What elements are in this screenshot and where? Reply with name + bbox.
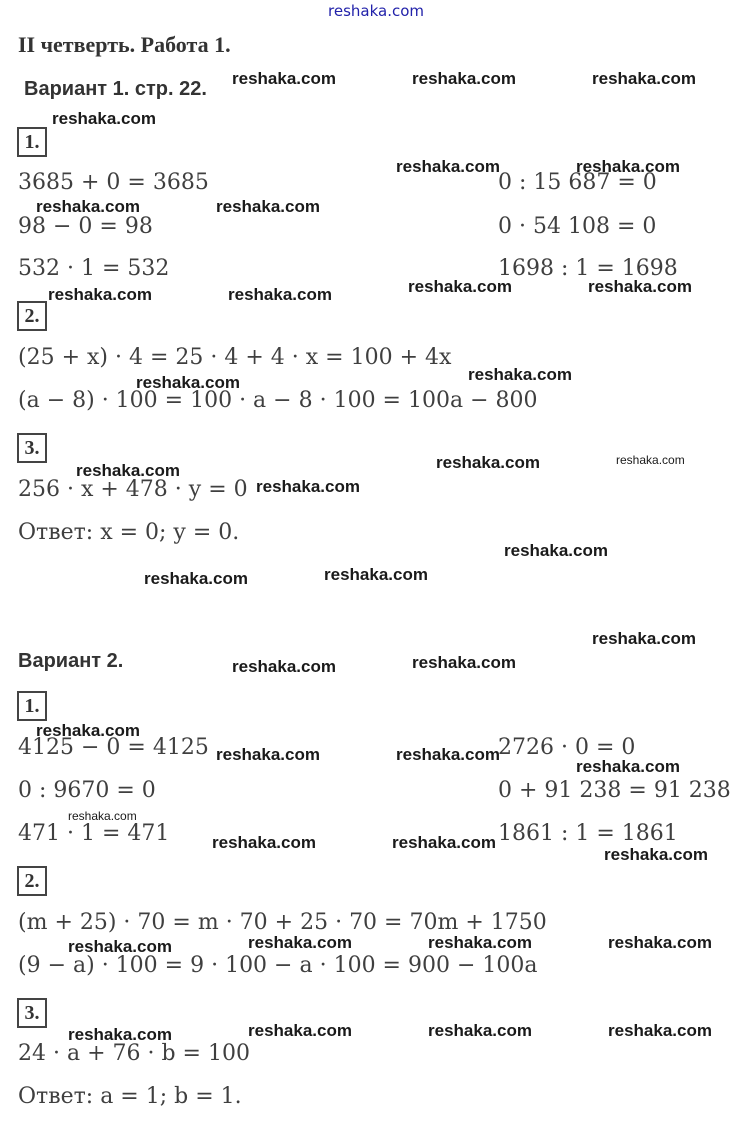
v1-task1-label: 1.: [17, 127, 47, 157]
v1-t2-line-1: (a − 8) · 100 = 100 · a − 8 · 100 = 100a − 800: [18, 388, 538, 413]
v2-t1-right-1: 0 + 91 238 = 91 238: [498, 778, 731, 803]
watermark: reshaka.com: [144, 569, 248, 588]
v1-t1-left-2: 532 · 1 = 532: [18, 256, 170, 281]
v2-t1-left-0: 4125 − 0 = 4125: [18, 735, 209, 760]
watermark: reshaka.com: [428, 933, 532, 952]
watermark: reshaka.com: [216, 197, 320, 216]
variant1-heading: Вариант 1. стр. 22.: [24, 78, 207, 100]
watermark: reshaka.com: [68, 937, 172, 956]
watermark: reshaka.com: [68, 1025, 172, 1044]
watermark: reshaka.com: [608, 1021, 712, 1040]
v1-t2-line-0: (25 + x) · 4 = 25 · 4 + 4 · x = 100 + 4x: [18, 345, 452, 370]
watermark: reshaka.com: [76, 461, 180, 480]
watermark: reshaka.com: [436, 453, 540, 472]
watermark: reshaka.com: [52, 109, 156, 128]
watermark: reshaka.com: [216, 745, 320, 764]
watermark: reshaka.com: [412, 69, 516, 88]
v2-t1-left-2: 471 · 1 = 471: [18, 821, 170, 846]
v1-t3-answer: Ответ: x = 0; y = 0.: [18, 520, 240, 545]
v2-task2-label: 2.: [17, 866, 47, 896]
v1-t3-equation: 256 · x + 478 · y = 0: [18, 477, 248, 502]
watermark: reshaka.com: [608, 933, 712, 952]
watermark: reshaka.com: [592, 629, 696, 648]
watermark: reshaka.com: [588, 277, 692, 296]
v1-task2-label: 2.: [17, 301, 47, 331]
v2-t1-right-0: 2726 · 0 = 0: [498, 735, 636, 760]
watermark: reshaka.com: [592, 69, 696, 88]
watermark: reshaka.com: [36, 721, 140, 740]
v1-t1-right-1: 0 · 54 108 = 0: [498, 214, 657, 239]
v1-t1-left-1: 98 − 0 = 98: [18, 214, 153, 239]
watermark: reshaka.com: [36, 197, 140, 216]
watermark: reshaka.com: [428, 1021, 532, 1040]
watermark: reshaka.com: [576, 757, 680, 776]
v1-t1-left-0: 3685 + 0 = 3685: [18, 170, 209, 195]
v2-task1-label: 1.: [17, 691, 47, 721]
v2-t2-line-0: (m + 25) · 70 = m · 70 + 25 · 70 = 70m + 1750: [18, 910, 547, 935]
watermark: reshaka.com: [232, 69, 336, 88]
v2-task3-label: 3.: [17, 998, 47, 1028]
watermark: reshaka.com: [324, 565, 428, 584]
watermark: reshaka.com: [228, 285, 332, 304]
watermark: reshaka.com: [48, 285, 152, 304]
v1-t1-right-0: 0 : 15 687 = 0: [498, 170, 657, 195]
watermark: reshaka.com: [468, 365, 572, 384]
watermark: reshaka.com: [396, 745, 500, 764]
watermark: reshaka.com: [68, 809, 137, 823]
watermark: reshaka.com: [136, 373, 240, 392]
watermark: reshaka.com: [504, 541, 608, 560]
v2-t3-equation: 24 · a + 76 · b = 100: [18, 1041, 250, 1066]
v1-t1-right-2: 1698 : 1 = 1698: [498, 256, 678, 281]
v2-t1-left-1: 0 : 9670 = 0: [18, 778, 156, 803]
watermark: reshaka.com: [412, 653, 516, 672]
watermark: reshaka.com: [212, 833, 316, 852]
watermark: reshaka.com: [248, 933, 352, 952]
watermark: reshaka.com: [392, 833, 496, 852]
watermark: reshaka.com: [396, 157, 500, 176]
watermark: reshaka.com: [232, 657, 336, 676]
v1-task3-label: 3.: [17, 433, 47, 463]
v2-t3-answer: Ответ: a = 1; b = 1.: [18, 1084, 242, 1109]
watermark: reshaka.com: [616, 453, 685, 467]
watermark: reshaka.com: [256, 477, 360, 496]
watermark: reshaka.com: [576, 157, 680, 176]
watermark: reshaka.com: [604, 845, 708, 864]
watermark: reshaka.com: [248, 1021, 352, 1040]
page-title: II четверть. Работа 1.: [18, 32, 231, 57]
header-watermark[interactable]: reshaka.com: [328, 2, 424, 20]
watermark: reshaka.com: [408, 277, 512, 296]
v2-t2-line-1: (9 − a) · 100 = 9 · 100 − a · 100 = 900 − 100a: [18, 953, 538, 978]
variant2-heading: Вариант 2.: [18, 650, 124, 672]
v2-t1-right-2: 1861 : 1 = 1861: [498, 821, 678, 846]
